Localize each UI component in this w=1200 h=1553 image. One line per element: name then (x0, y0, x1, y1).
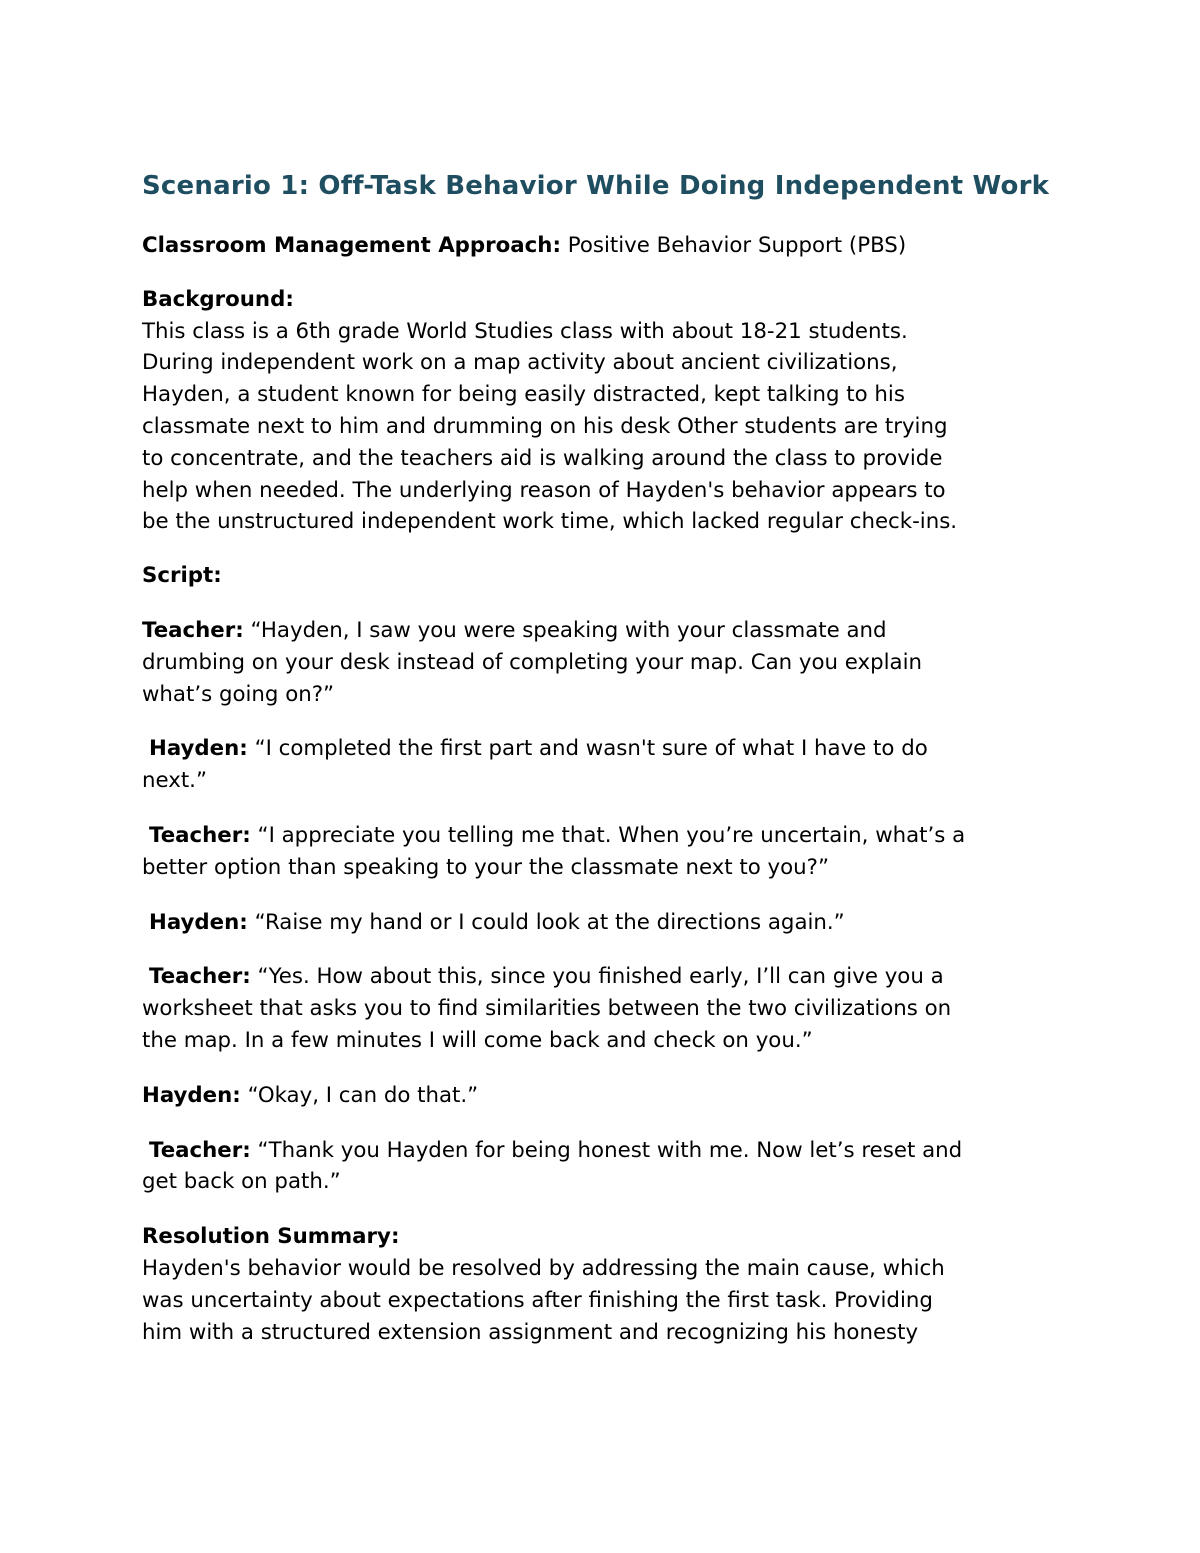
dialogue-line: next.” (142, 768, 207, 794)
background-line: be the unstructured independent work time, which lacked regular check-ins. (142, 509, 958, 535)
approach-label: Classroom Management Approach: (142, 233, 561, 258)
dialogue-turn-hayden (142, 907, 1072, 939)
dialogue-line: what’s going on?” (142, 681, 335, 707)
background-line: This class is a 6th grade World Studies class with about 18-21 students. (142, 318, 908, 344)
dialogue-turn-teacher (142, 1135, 1072, 1199)
dialogue-line: worksheet that asks you to find similarities between the two civilizations on (142, 996, 952, 1022)
dialogue-turn-teacher (142, 615, 1072, 710)
dialogue-line: “Raise my hand or I could look at the directions again.” (247, 909, 845, 935)
dialogue-turn-teacher (142, 961, 1072, 1056)
dialogue-line: better option than speaking to your the classmate next to you?” (142, 854, 830, 880)
dialogue-line: “Thank you Hayden for being honest with me. Now let’s reset and (250, 1137, 963, 1163)
speaker-label: Hayden: (149, 909, 248, 935)
speaker-label: Teacher: (142, 617, 244, 643)
speaker-label: Teacher: (149, 964, 251, 990)
dialogue-line: “Okay, I can do that.” (240, 1082, 479, 1108)
dialogue-turn-hayden (142, 1080, 1072, 1112)
dialogue-line: get back on path.” (142, 1169, 341, 1195)
script-label: Script: (142, 563, 222, 589)
approach-value: Positive Behavior Support (PBS) (560, 233, 907, 258)
dialogue-line: “I appreciate you telling me that. When you’re uncertain, what’s a (250, 822, 966, 848)
resolution-line: was uncertainty about expectations after finishing the first task. Providing (142, 1287, 933, 1313)
dialogue-line: drumbing on your desk instead of completing your map. Can you explain (142, 649, 923, 675)
background-line: classmate next to him and drumming on his desk Other students are trying (142, 413, 948, 439)
speaker-label: Teacher: (149, 822, 251, 848)
resolution-section (142, 1221, 1072, 1348)
speaker-label: Teacher: (149, 1137, 251, 1163)
background-section (142, 284, 1072, 538)
background-line: During independent work on a map activity about ancient civilizations, (142, 350, 898, 376)
document-title: Scenario 1: Off-Task Behavior While Doing Independent Work (142, 171, 1050, 201)
dialogue-line: the map. In a few minutes I will come back and check on you.” (142, 1027, 813, 1053)
background-label: Background: (142, 286, 294, 312)
dialogue-turn-hayden (142, 733, 1072, 797)
document-page (142, 168, 1072, 1348)
speaker-label: Hayden: (142, 1082, 241, 1108)
dialogue-line: “Yes. How about this, since you finished early, I’ll can give you a (250, 964, 944, 990)
background-line: to concentrate, and the teachers aid is walking around the class to provide (142, 445, 943, 471)
dialogue-line: “Hayden, I saw you were speaking with your classmate and (243, 617, 887, 643)
resolution-line: him with a structured extension assignment and recognizing his honesty (142, 1319, 919, 1345)
resolution-label: Resolution Summary: (142, 1224, 400, 1250)
background-line: Hayden, a student known for being easily distracted, kept talking to his (142, 382, 905, 408)
approach-paragraph (142, 230, 1072, 262)
dialogue-turn-teacher (142, 820, 1072, 884)
background-line: help when needed. The underlying reason of Hayden's behavior appears to (142, 477, 946, 503)
resolution-line: Hayden's behavior would be resolved by addressing the main cause, which (142, 1255, 945, 1281)
dialogue-line: “I completed the first part and wasn't sure of what I have to do (247, 736, 928, 762)
speaker-label: Hayden: (149, 736, 248, 762)
